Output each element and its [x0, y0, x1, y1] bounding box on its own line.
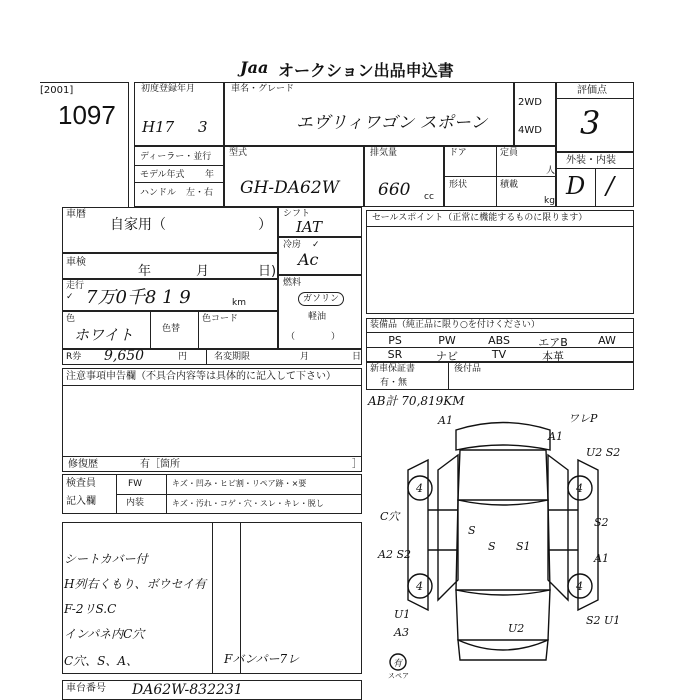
- model-year-unit: 年: [205, 170, 215, 180]
- fuel-diesel: 軽油: [308, 312, 327, 322]
- mark-a1-right: A1: [594, 552, 609, 565]
- car-damage-diagram: [368, 410, 638, 680]
- drive-box: [514, 82, 556, 146]
- displacement-label: 排気量: [370, 148, 398, 158]
- mark-s-middle: S: [488, 540, 496, 553]
- note-5: C穴、S、A、: [64, 654, 139, 668]
- handle-label: ハンドル: [140, 188, 177, 198]
- color-label: 色: [66, 314, 76, 324]
- notice-label: 注意事項申告欄（不具合内容等は具体的に記入して下さい）: [66, 371, 336, 382]
- sales-label: セールスポイント（正常に機能するものに限ります）: [372, 213, 588, 223]
- shift-value: IAT: [296, 218, 322, 236]
- mark-a2s2: A2 S2: [378, 548, 411, 561]
- repair-label: 修復歴: [68, 459, 98, 470]
- equip-leather: 本革: [542, 350, 564, 363]
- shape-label: 形状: [449, 180, 468, 190]
- equip-tv: TV: [491, 348, 507, 361]
- equip-aw: AW: [598, 334, 616, 347]
- mark-a1-front-right: A1: [548, 430, 563, 443]
- drive-4wd: 4WD: [518, 125, 542, 136]
- mark-u2s2: U2 S2: [586, 446, 621, 459]
- fuel-paren: （ ）: [286, 332, 341, 342]
- load-label: 積載: [500, 180, 519, 190]
- name-change-label: 名変期限: [214, 352, 251, 362]
- history-box: [62, 207, 278, 253]
- name-change-day: 日: [352, 352, 362, 362]
- history-value: 自家用（: [110, 217, 166, 233]
- mileage-label: 走行: [66, 281, 85, 291]
- exterior-grade: D: [566, 172, 586, 200]
- history-close: ）: [258, 217, 272, 233]
- capacity-label: 定員: [500, 148, 519, 158]
- mark-s2u1-right: S2 U1: [586, 614, 621, 627]
- ext-int-label: 外装・内装: [566, 155, 616, 166]
- mark-s1: S1: [516, 540, 531, 553]
- name-change-month: 月: [300, 352, 310, 362]
- inspection-day: 日): [258, 264, 277, 279]
- mileage-unit: km: [232, 298, 246, 308]
- inspector-row2: キズ・汚れ・コゲ・穴・スレ・キレ・脱し: [172, 499, 324, 508]
- note-2: H列右くもり、ボウセイ有: [64, 577, 207, 591]
- shift-label: シフト: [283, 209, 311, 219]
- mark-u2-rear: U2: [508, 622, 525, 635]
- chassis-value: DA62W-832231: [132, 682, 243, 698]
- chassis-label: 車台番号: [66, 683, 106, 694]
- color-code-label: 色コード: [202, 314, 239, 324]
- registration-era: H17: [142, 118, 175, 136]
- drive-2wd: 2WD: [518, 97, 542, 108]
- mark-a3: A3: [394, 626, 409, 639]
- car-name-label: 車名・グレード: [231, 84, 295, 94]
- mileage-value: 7万0千8 1 9: [86, 287, 191, 308]
- handle-value: 左・右: [186, 188, 214, 198]
- mark-c-hole: C穴: [380, 510, 400, 523]
- note-1: シートカバー付: [64, 552, 148, 566]
- note-4: インパネ内C穴: [64, 627, 145, 641]
- recycle-value: 9,650: [104, 348, 145, 364]
- ac-value: Ac: [298, 250, 319, 269]
- interior-grade: /: [606, 172, 615, 200]
- odometer-note: AB計 70,819KM: [368, 394, 465, 408]
- ac-check: ✓: [312, 240, 320, 250]
- registration-month: 3: [198, 118, 208, 136]
- recycle-unit: 円: [178, 352, 188, 362]
- model-value: GH-DA62W: [240, 178, 340, 198]
- repair-value: 有［箇所: [140, 459, 180, 470]
- equip-abs: ABS: [488, 334, 510, 347]
- equip-navi: ナビ: [436, 350, 458, 363]
- registration-label: 初度登録年月: [141, 84, 196, 94]
- inspector-label1: 検査員: [66, 478, 96, 489]
- repair-close: ］: [352, 459, 362, 470]
- ac-label: 冷房: [283, 240, 302, 250]
- note-6: Fバンパー7レ: [224, 652, 300, 666]
- recycle-label: R券: [66, 352, 82, 362]
- aftermarket-label: 後付品: [454, 364, 482, 374]
- model-label: 型式: [229, 148, 248, 158]
- tire-fl-label: 4: [416, 482, 423, 495]
- sheet-code: [2001]: [40, 85, 74, 96]
- grade-label: 評価点: [577, 85, 607, 96]
- mark-warep: ワレP: [568, 412, 598, 425]
- equip-pw: PW: [438, 334, 456, 347]
- inspector-label2: 記入欄: [66, 496, 96, 507]
- capacity-unit: 人: [546, 166, 556, 176]
- note-3: F-2リS.C: [64, 602, 117, 616]
- inspection-year: 年: [138, 264, 152, 279]
- color-change-label: 色替: [162, 324, 181, 334]
- history-label: 車暦: [66, 209, 86, 220]
- inspection-box: [62, 253, 278, 279]
- mark-u1-left: U1: [394, 608, 411, 621]
- mark-a1-front: A1: [438, 414, 453, 427]
- dealer-label: ディーラー・並行: [140, 152, 212, 162]
- warranty-value: 有・無: [380, 378, 408, 388]
- form-title: オークション出品申込書: [278, 61, 454, 80]
- tire-rr-label: 4: [576, 580, 583, 593]
- equipment-label: 装備品（純正品に限り○を付けください）: [370, 320, 540, 330]
- car-name-value: エヴリィワゴン スポーン: [296, 113, 488, 133]
- fuel-label: 燃料: [283, 278, 302, 288]
- load-unit: kg: [544, 196, 555, 206]
- mark-s2-right: S2: [594, 516, 609, 529]
- displacement-unit: cc: [424, 192, 434, 202]
- fuel-value: ガソリン: [298, 292, 344, 306]
- warranty-label: 新車保証書: [370, 364, 416, 374]
- model-year-label: モデル年式: [140, 170, 185, 180]
- inspection-month: 月: [196, 264, 210, 279]
- door-label: ドア: [449, 148, 467, 158]
- tire-fr-label: 4: [576, 482, 583, 495]
- spare-label: スペア: [388, 672, 409, 680]
- grade-value: 3: [580, 104, 601, 142]
- inspector-row1: キズ・凹み・ヒビ割・リペア跡・×要: [172, 479, 307, 488]
- displacement-value: 660: [378, 180, 411, 200]
- equip-ps: PS: [388, 334, 402, 347]
- auction-logo: Jaa: [240, 58, 269, 77]
- lot-number: 1097: [58, 100, 116, 130]
- mileage-check: ✓: [66, 292, 74, 302]
- equip-sr: SR: [387, 348, 403, 361]
- spare-mark: 有: [393, 659, 403, 669]
- color-value: ホワイト: [74, 326, 134, 344]
- equip-airbag: エアB: [538, 336, 568, 349]
- inspector-naisou: 内装: [126, 498, 145, 508]
- mark-s-center: S: [468, 524, 476, 537]
- inspection-label: 車検: [66, 257, 86, 268]
- tire-rl-label: 4: [416, 580, 423, 593]
- inspector-fw: FW: [128, 479, 143, 489]
